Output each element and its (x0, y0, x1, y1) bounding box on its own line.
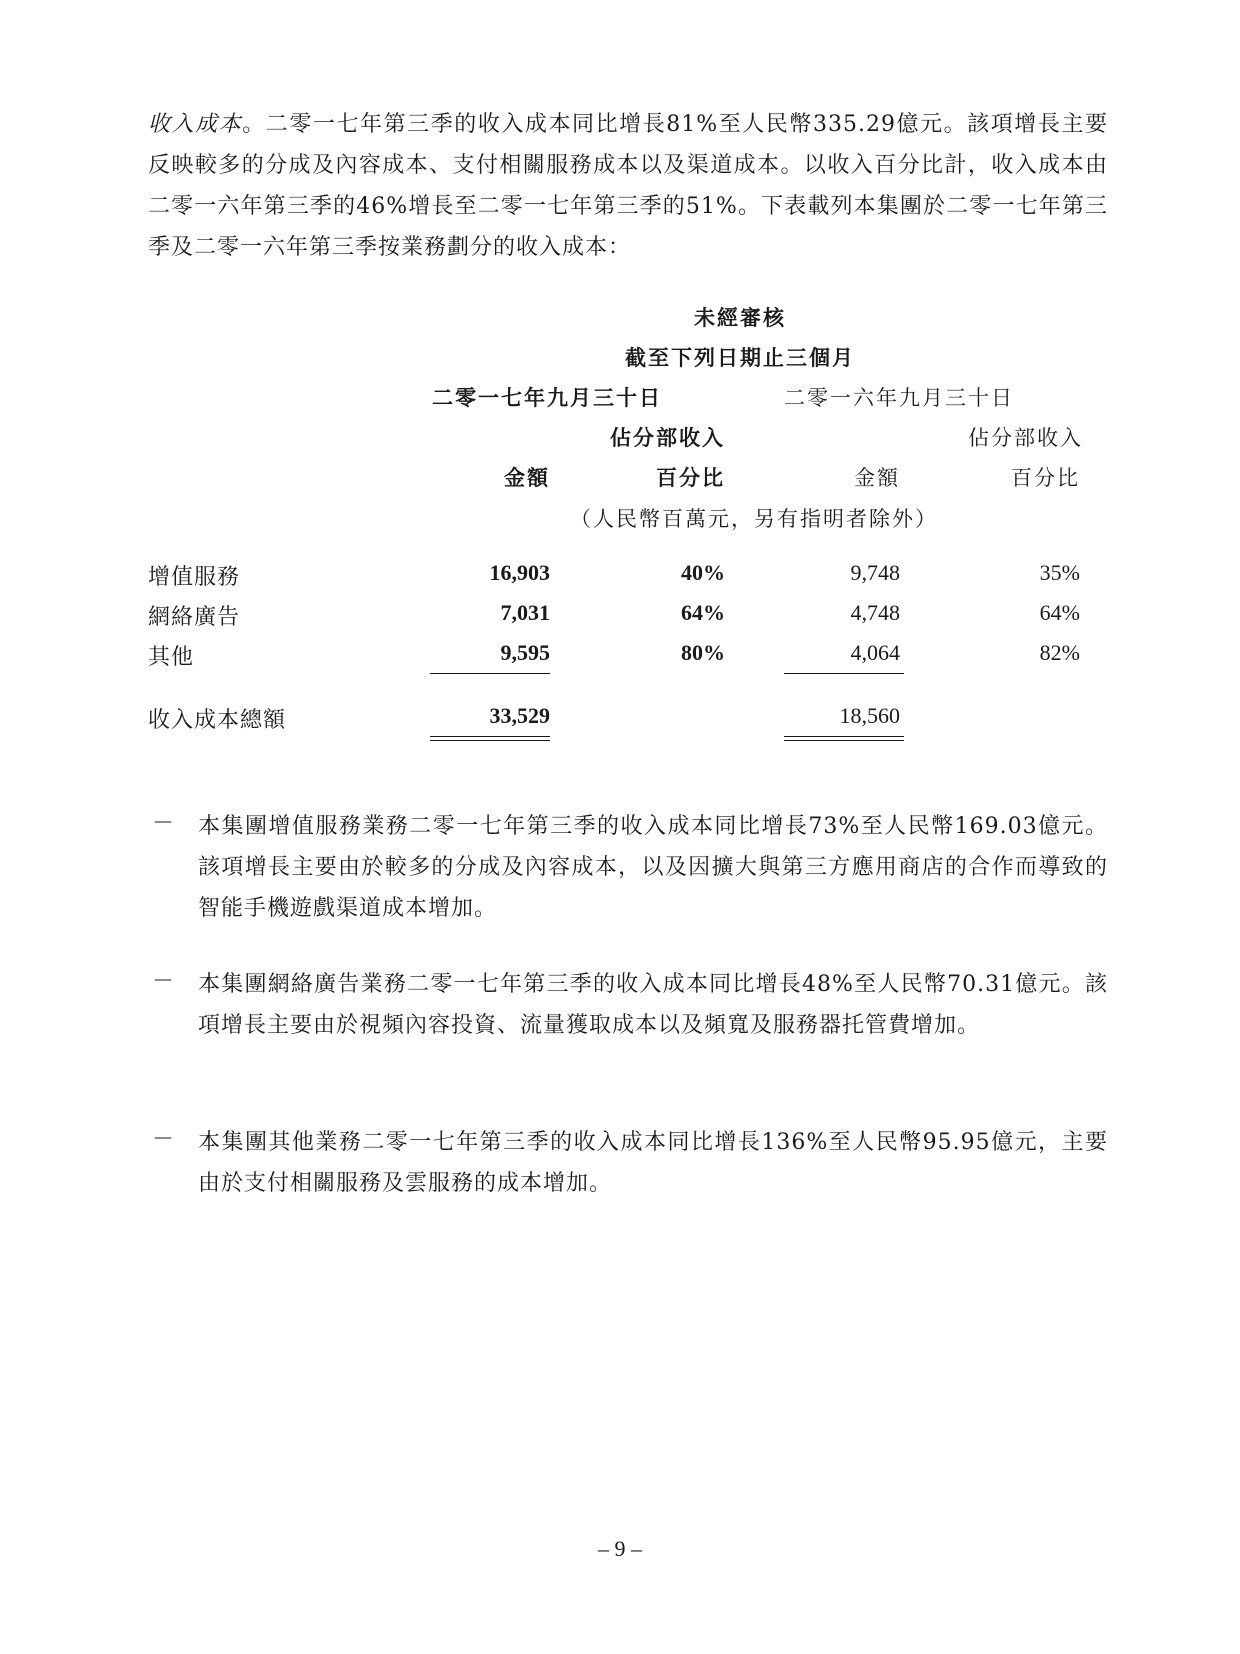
row-vas-percent-2017: 40% (681, 560, 725, 585)
percent-header-2016: 百分比 (1011, 466, 1080, 490)
header-period: 截至下列日期止三個月 (625, 345, 855, 370)
col-header-2016: 二零一六年九月三十日 (784, 386, 1014, 410)
bullet-vas: 本集團增值服務業務二零一七年第三季的收入成本同比增長73%至人民幣169.03億元。該項增長主要由於較多的分成及內容成本，以及因擴大與第三方應用商店的合作而導致的智能手機遊戲渠道成本增加。 (198, 814, 1108, 921)
total-amount-2016: 18,560 (839, 703, 900, 728)
header-unaudited: 未經審核 (694, 305, 786, 330)
intro-body: 。二零一七年第三季的收入成本同比增長81%至人民幣335.29億元。該項增長主要反映較多的分成及內容成本、支付相關服務成本以及渠道成本。以收入百分比計，收入成本由二零一六年第三季的46%增長至二零一七年第三季的51%。下表載列本集團於二零一七年第三季及二零一六年第三季按業務劃分的收入成本： (148, 112, 1108, 260)
row-vas-percent-2016: 35% (1039, 560, 1080, 585)
bullet-dash-2: － (152, 969, 175, 994)
col-header-2017: 二零一七年九月三十日 (432, 385, 662, 410)
row-ads-amount-2017: 7,031 (500, 600, 550, 625)
total-amount-2017: 33,529 (489, 703, 550, 728)
amount-header-2017: 金額 (504, 465, 550, 490)
bullet-dash-1: － (152, 811, 175, 836)
pct-segment-header-2016: 佔分部收入 (968, 426, 1083, 450)
bullet-others: 本集團其他業務二零一七年第三季的收入成本同比增長136%至人民幣95.95億元，主要由於支付相關服務及雲服務的成本增加。 (198, 1130, 1108, 1196)
row-vas-amount-2017: 16,903 (489, 560, 550, 585)
amount-header-2016: 金額 (854, 466, 900, 490)
total-double-rule-2016 (784, 736, 904, 741)
row-others-percent-2017: 80% (681, 640, 725, 665)
row-others-percent-2016: 82% (1039, 640, 1080, 665)
row-label-total: 收入成本總額 (148, 708, 287, 733)
unit-note: （人民幣百萬元，另有指明者除外） (570, 507, 938, 531)
row-label-online-ads: 網絡廣告 (148, 605, 241, 630)
intro-paragraph (148, 104, 1108, 268)
bullet-dash-3: － (152, 1127, 175, 1152)
row-others-amount-2016: 4,064 (850, 640, 900, 665)
row-others-amount-2017: 9,595 (500, 640, 550, 665)
intro-lead: 收入成本 (148, 112, 243, 137)
subtotal-rule-2016 (784, 673, 904, 674)
percent-header-2017: 百分比 (656, 465, 725, 490)
row-ads-amount-2016: 4,748 (850, 600, 900, 625)
row-label-vas: 增值服務 (148, 565, 241, 590)
bullet-online-ads: 本集團網絡廣告業務二零一七年第三季的收入成本同比增長48%至人民幣70.31億元。該項增長主要由於視頻內容投資、流量獲取成本以及頻寬及服務器托管費增加。 (198, 972, 1108, 1038)
subtotal-rule-2017 (430, 673, 550, 674)
page-number: – 9 – (598, 1536, 642, 1561)
row-ads-percent-2017: 64% (681, 600, 725, 625)
row-vas-amount-2016: 9,748 (850, 560, 900, 585)
total-double-rule-2017 (430, 736, 550, 741)
pct-segment-header-2017: 佔分部收入 (610, 425, 725, 450)
row-label-others: 其他 (148, 645, 195, 670)
row-ads-percent-2016: 64% (1039, 600, 1080, 625)
